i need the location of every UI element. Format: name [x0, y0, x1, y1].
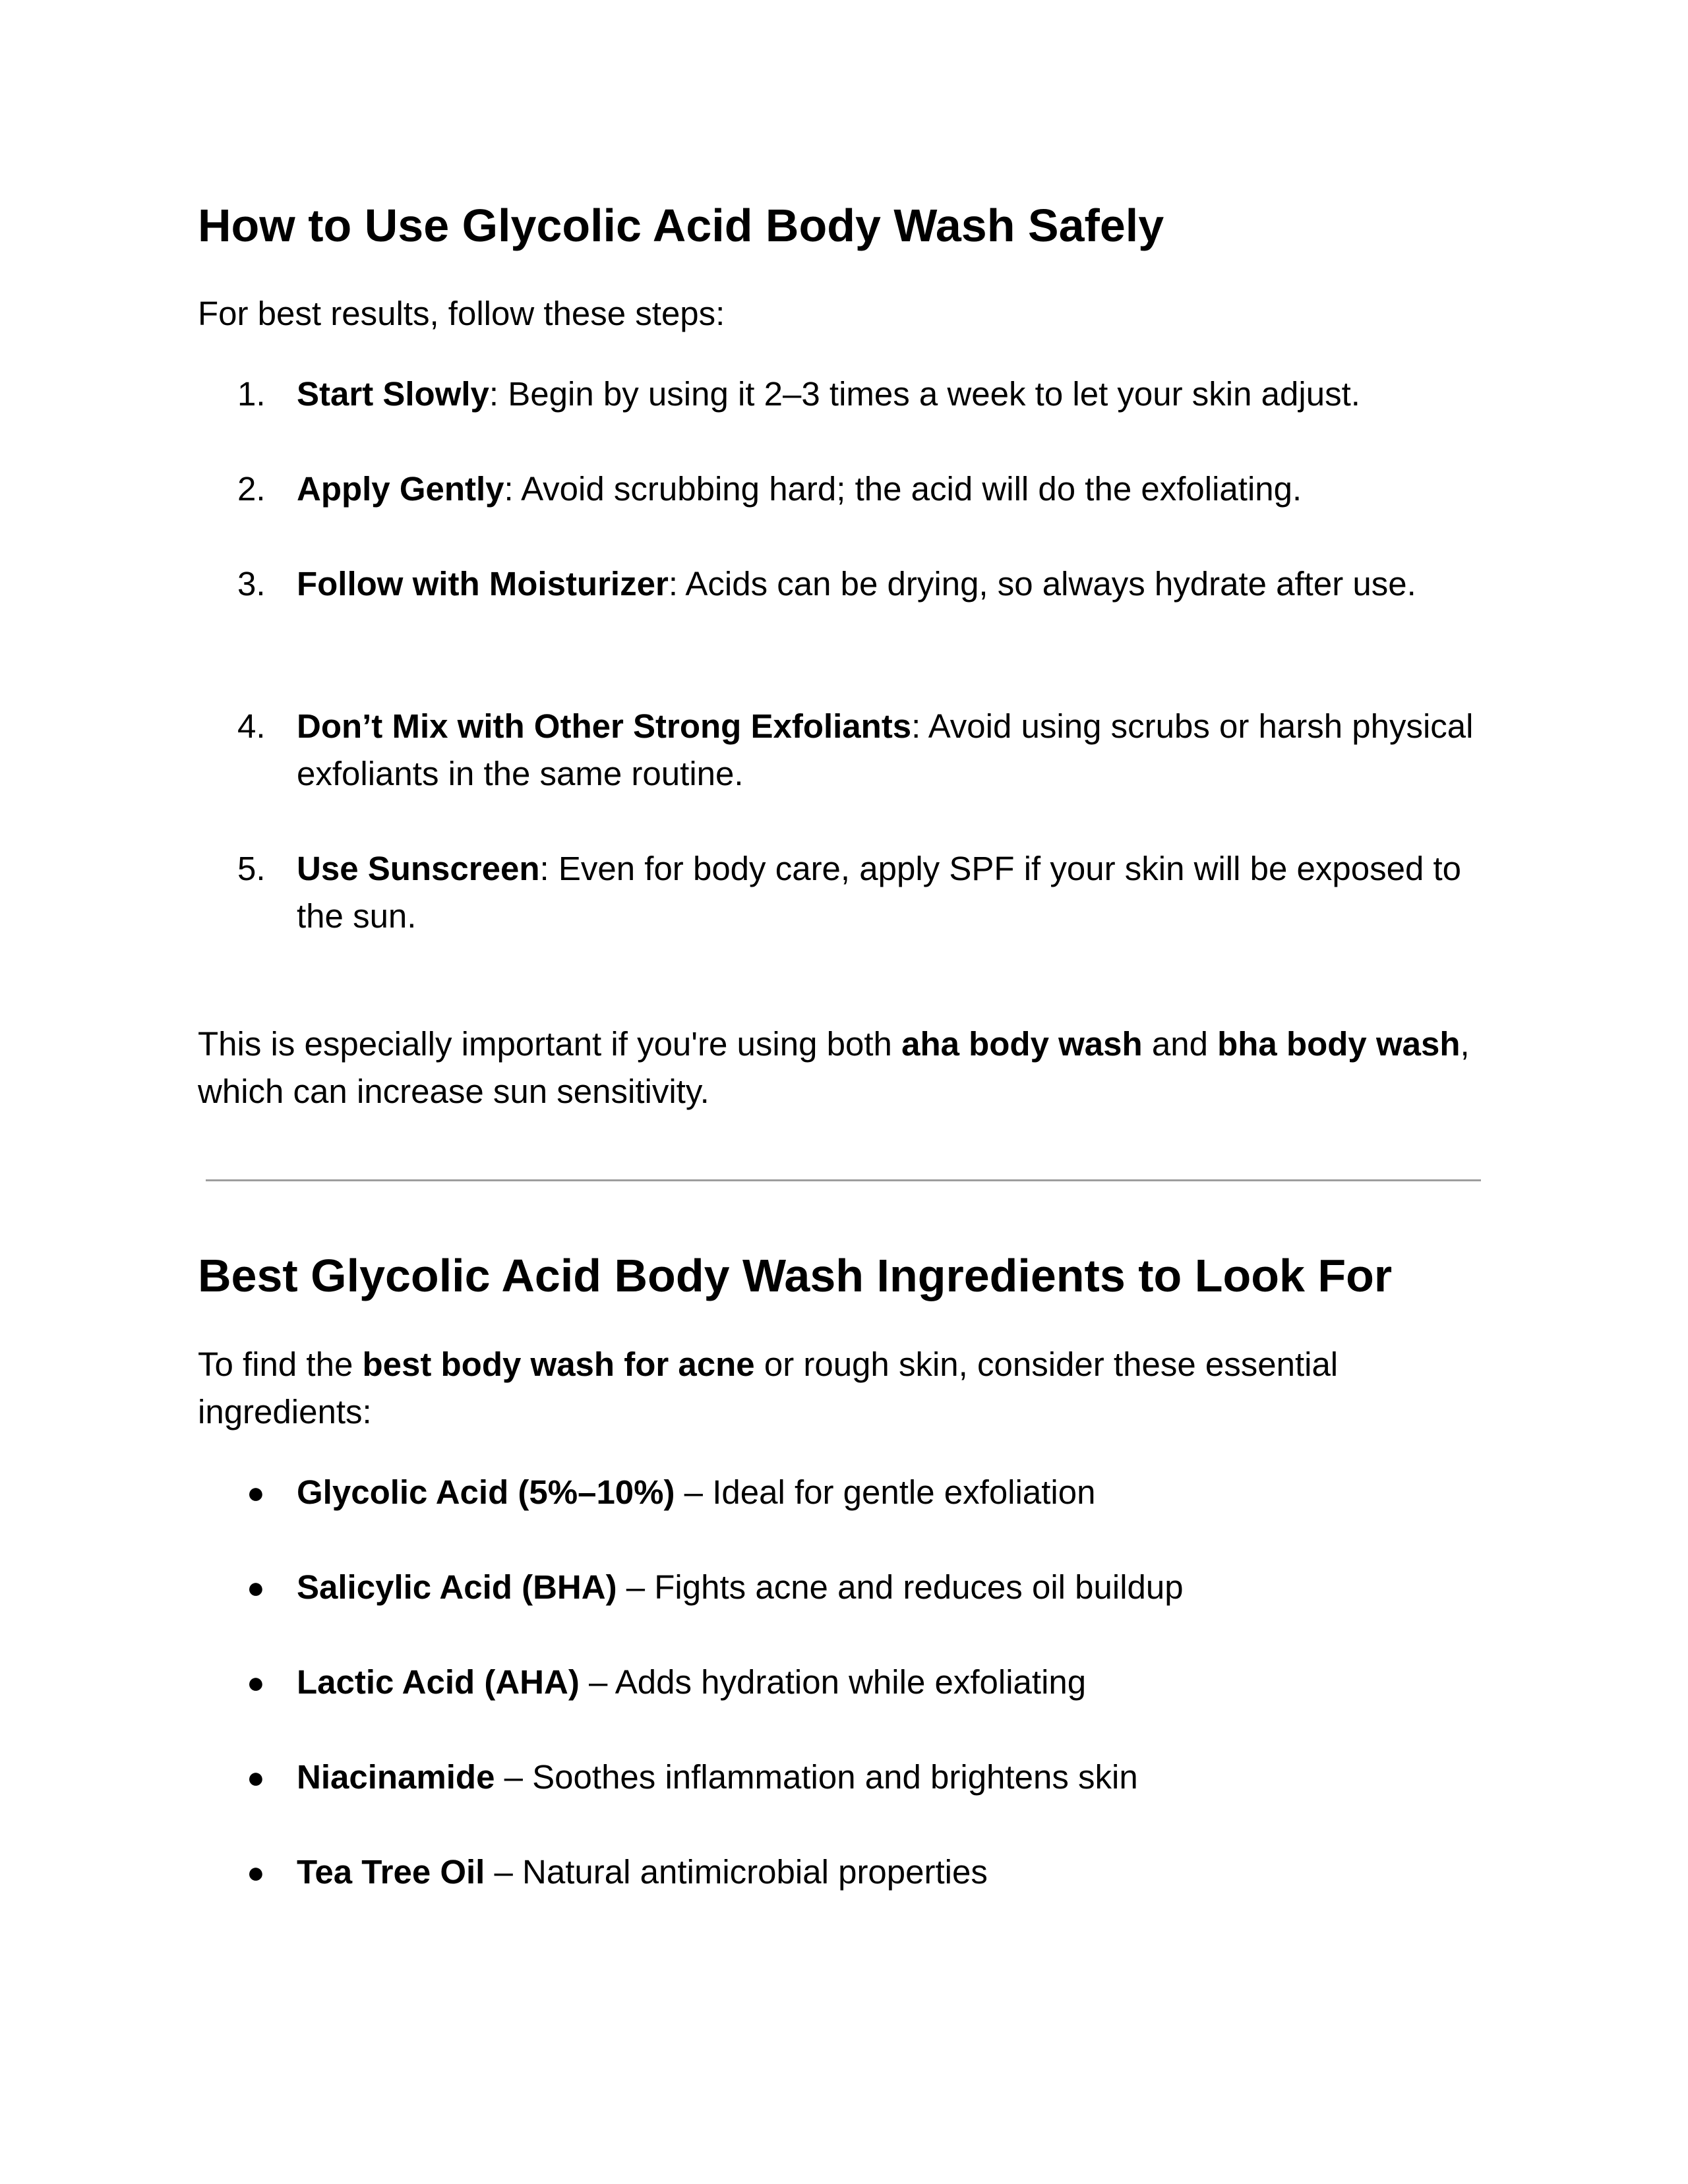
intro-bold: best body wash for acne — [362, 1345, 755, 1383]
step-term: Use Sunscreen — [297, 850, 540, 887]
step-term: Apply Gently — [297, 470, 504, 508]
ingredient-term: Salicylic Acid (BHA) — [297, 1568, 617, 1606]
ingredient-text: – Fights acne and reduces oil buildup — [617, 1568, 1184, 1606]
ingredient-term: Glycolic Acid (5%–10%) — [297, 1473, 675, 1511]
ingredient-text: – Natural antimicrobial properties — [485, 1853, 988, 1891]
step-term: Follow with Moisturizer — [297, 565, 669, 603]
horizontal-divider — [206, 1179, 1481, 1181]
bullet-icon: ● — [247, 1475, 265, 1510]
list-number: 1. — [237, 375, 266, 413]
steps-intro: For best results, follow these steps: — [198, 295, 725, 332]
ingredient-term: Niacinamide — [297, 1758, 495, 1796]
step-text: : Acids can be drying, so always hydrate after use. — [668, 565, 1416, 603]
list-number: 5. — [237, 850, 266, 887]
list-number: 2. — [237, 470, 266, 508]
ingredient-text: – Ideal for gentle exfoliation — [675, 1473, 1096, 1511]
ingredient-term: Lactic Acid (AHA) — [297, 1663, 580, 1701]
list-number: 4. — [237, 707, 266, 745]
ingredient-term: Tea Tree Oil — [297, 1853, 485, 1891]
step-text: : Even for body care, apply SPF if your skin will be exposed to the sun. — [297, 850, 1462, 935]
note-bold-bha: bha body wash — [1217, 1025, 1461, 1063]
note-text: , which can increase sun sensitivity. — [198, 1025, 1470, 1110]
ingredients-intro — [198, 1341, 1490, 1436]
note-text: and — [1142, 1025, 1218, 1063]
section-heading-how-to-use: How to Use Glycolic Acid Body Wash Safely — [198, 200, 1164, 251]
note-bold-aha: aha body wash — [901, 1025, 1143, 1063]
step-text: : Avoid using scrubs or harsh physical exfoliants in the same routine. — [297, 707, 1474, 792]
bullet-icon: ● — [247, 1855, 265, 1889]
sun-sensitivity-note — [198, 1020, 1490, 1115]
ingredient-text: – Adds hydration while exfoliating — [579, 1663, 1087, 1701]
intro-text: or rough skin, consider these essential ingredients: — [198, 1345, 1339, 1431]
step-term: Start Slowly — [297, 375, 489, 413]
bullet-icon: ● — [247, 1665, 265, 1699]
step-term: Don’t Mix with Other Strong Exfoliants — [297, 707, 912, 745]
bullet-icon: ● — [247, 1760, 265, 1794]
list-number: 3. — [237, 565, 266, 603]
section-heading-ingredients: Best Glycolic Acid Body Wash Ingredients to Look For — [198, 1250, 1393, 1301]
bullet-icon: ● — [247, 1570, 265, 1605]
ingredient-text: – Soothes inflammation and brightens skin — [495, 1758, 1138, 1796]
intro-text: To find the — [198, 1345, 363, 1383]
step-text: : Begin by using it 2–3 times a week to let your skin adjust. — [489, 375, 1360, 413]
note-text: This is especially important if you're using both — [198, 1025, 902, 1063]
step-text: : Avoid scrubbing hard; the acid will do the exfoliating. — [504, 470, 1302, 508]
